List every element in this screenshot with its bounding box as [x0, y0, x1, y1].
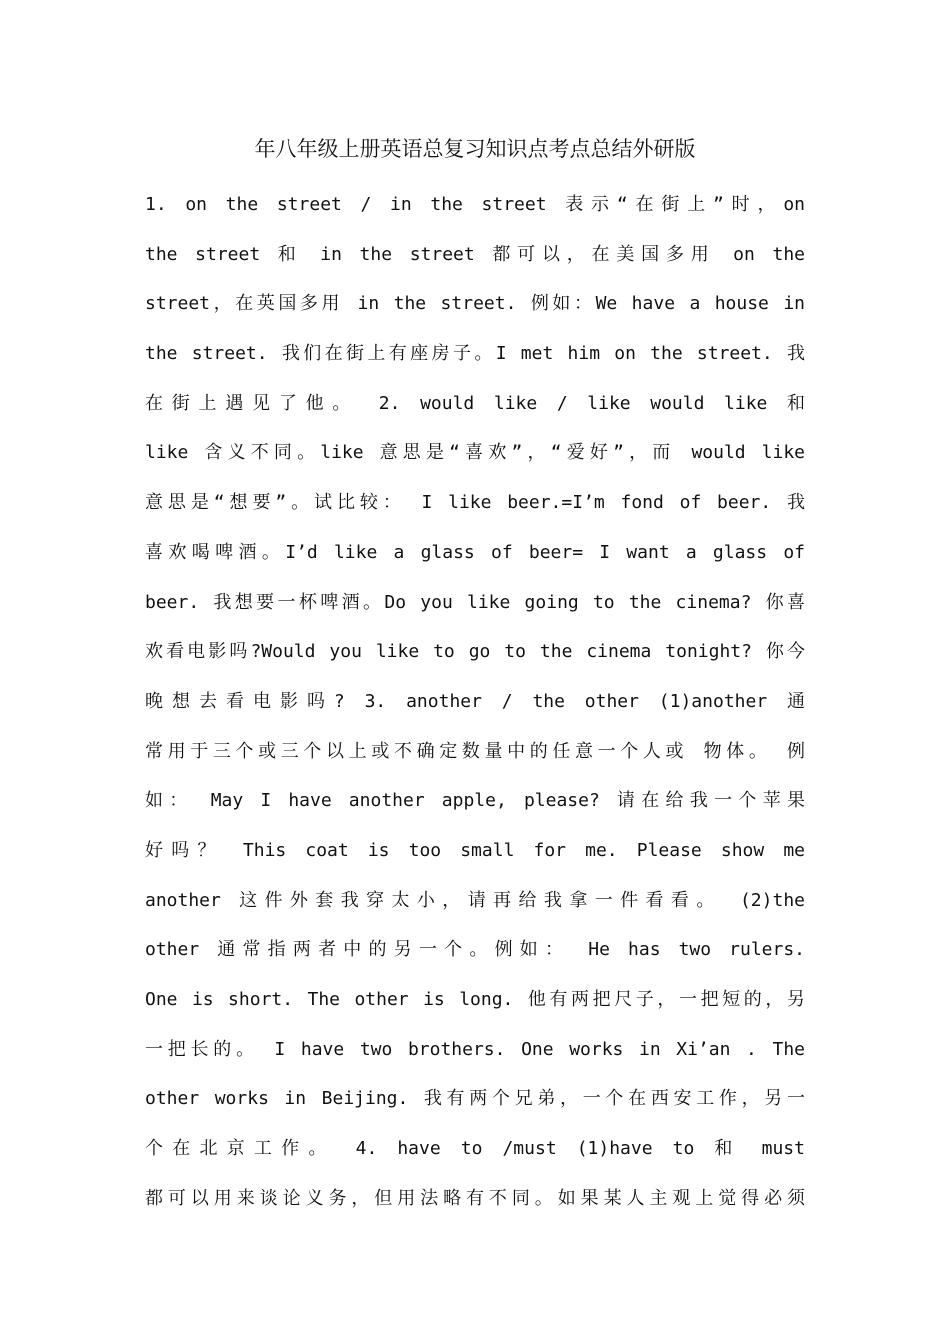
body-line: 晚想去看电影吗? 3. another / the other (1)another 通 — [145, 690, 805, 712]
body-line: 喜欢喝啤酒。I’d like a glass of beer= I want a glass of — [145, 541, 805, 563]
body-line: 如： May I have another apple, please? 请在给我一个苹果 — [145, 790, 805, 812]
body-line: One is short. The other is long. 他有两把尺子，一把短的，另 — [145, 989, 805, 1010]
body-line: 1. on the street / in the street 表示“在街上”时，on — [145, 194, 805, 215]
body-line: another 这件外套我穿太小，请再给我拿一件看看。 (2)the — [145, 889, 805, 911]
body-line: 欢看电影吗?Would you like to go to the cinema tonight? 你今 — [145, 641, 805, 663]
body-line: 都可以用来谈论义务，但用法略有不同。如果某人主观上觉得必须 — [145, 1187, 805, 1209]
body-line: 好吗？ This coat is too small for me. Please show me — [145, 839, 805, 861]
body-line: like 含义不同。like 意思是“喜欢”，“爱好”，而 would like — [145, 442, 805, 464]
body-line: 常用于三个或三个以上或不确定数量中的任意一个人或 物体。 例 — [145, 740, 805, 762]
body-line: 在街上遇见了他。 2. would like / like would like 和 — [145, 392, 805, 414]
body-line: 个在北京工作。 4. have to /must (1)have to 和 must — [145, 1138, 805, 1160]
body-line: the street 和 in the street 都可以，在美国多用 on the — [145, 243, 805, 265]
body-line: the street. 我们在街上有座房子。I met him on the street. 我 — [145, 343, 805, 365]
document-title: 年八年级上册英语总复习知识点考点总结外研版 — [254, 137, 696, 161]
body-line: beer. 我想要一杯啤酒。Do you like going to the cinema? 你喜 — [145, 591, 805, 613]
body-line: other 通常指两者中的另一个。例如： He has two rulers. — [145, 939, 805, 961]
body-line: 意思是“想要”。试比较： I like beer.=I’m fond of beer. 我 — [145, 492, 805, 514]
body-line: other works in Beijing. 我有两个兄弟，一个在西安工作，另一 — [145, 1088, 805, 1110]
document-body — [145, 180, 805, 1223]
body-line: street，在英国多用 in the street. 例如：We have a house in — [145, 293, 805, 315]
body-line: 一把长的。 I have two brothers. One works in Xi’an . The — [145, 1038, 805, 1060]
